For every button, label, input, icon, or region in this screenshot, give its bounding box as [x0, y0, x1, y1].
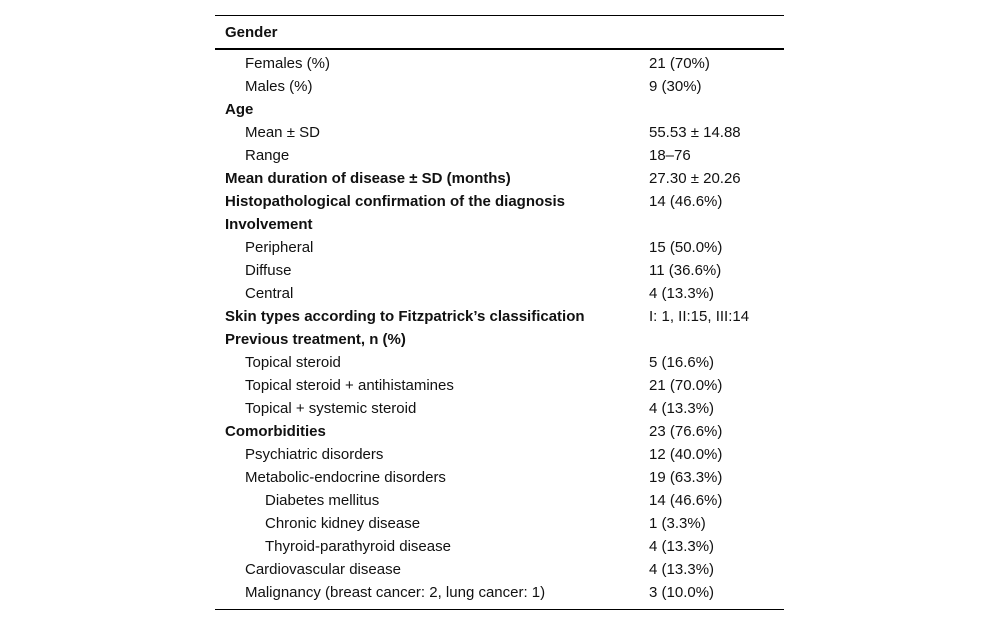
- row-label: Females (%): [245, 55, 331, 72]
- table-header-label: Gender: [225, 24, 278, 41]
- row-label: Cardiovascular disease: [245, 561, 401, 578]
- row-value: 21 (70.0%): [649, 377, 723, 394]
- row-label: Histopathological confirmation of the diagnosis: [225, 193, 566, 210]
- row-value: 4 (13.3%): [649, 538, 715, 555]
- row-label: Males (%): [245, 78, 313, 95]
- table-row: [215, 374, 784, 397]
- row-value: 55.53 ± 14.88: [649, 124, 741, 141]
- row-label: Range: [245, 147, 290, 164]
- row-label: Chronic kidney disease: [265, 515, 421, 532]
- table-row: [215, 305, 784, 328]
- patient-characteristics-table: [215, 15, 784, 610]
- row-label: Topical steroid: [245, 354, 341, 371]
- row-value: 14 (46.6%): [649, 193, 723, 210]
- table-row: [215, 52, 784, 75]
- row-value: 27.30 ± 20.26: [649, 170, 741, 187]
- row-label: Mean ± SD: [245, 124, 320, 141]
- table-row: [215, 213, 784, 236]
- row-label: Topical steroid + antihistamines: [245, 377, 454, 394]
- table-row: [215, 443, 784, 466]
- row-value: 5 (16.6%): [649, 354, 715, 371]
- row-value: 11 (36.6%): [649, 262, 722, 279]
- table-row: [215, 351, 784, 374]
- table-row: [215, 236, 784, 259]
- row-value: 23 (76.6%): [649, 423, 723, 440]
- row-label: Comorbidities: [225, 423, 326, 440]
- table-bottom-rule: [215, 609, 784, 610]
- table-row: [215, 512, 784, 535]
- table-row: [215, 466, 784, 489]
- table-row: [215, 259, 784, 282]
- row-value: 21 (70%): [649, 55, 710, 72]
- table-row: [215, 397, 784, 420]
- table-row: [215, 558, 784, 581]
- row-label: Metabolic-endocrine disorders: [245, 469, 446, 486]
- table-row: [215, 190, 784, 213]
- row-label: Skin types according to Fitzpatrick’s classification: [225, 308, 585, 325]
- row-label: Involvement: [225, 216, 313, 233]
- row-label: Psychiatric disorders: [245, 446, 384, 463]
- row-label: Diffuse: [245, 262, 292, 279]
- row-label: Age: [225, 101, 254, 118]
- row-value: 12 (40.0%): [649, 446, 723, 463]
- row-value: 4 (13.3%): [649, 561, 715, 578]
- row-value: 4 (13.3%): [649, 400, 715, 417]
- table-row: [215, 167, 784, 190]
- row-label: Malignancy (breast cancer: 2, lung cancer: 1): [245, 584, 546, 601]
- table-row: [215, 144, 784, 167]
- table-body: [215, 50, 784, 604]
- table-row: [215, 420, 784, 443]
- row-value: 15 (50.0%): [649, 239, 723, 256]
- row-value: 4 (13.3%): [649, 285, 715, 302]
- row-value: 3 (10.0%): [649, 584, 715, 601]
- table-row: [215, 282, 784, 305]
- row-label: Diabetes mellitus: [265, 492, 380, 509]
- row-value: 1 (3.3%): [649, 515, 706, 532]
- table-row: [215, 121, 784, 144]
- row-label: Thyroid-parathyroid disease: [265, 538, 451, 555]
- table-row: [215, 75, 784, 98]
- row-label: Central: [245, 285, 294, 302]
- row-value: 18–76: [649, 147, 691, 164]
- row-label: Mean duration of disease ± SD (months): [225, 170, 511, 187]
- table-row: [215, 98, 784, 121]
- table-row: [215, 328, 784, 351]
- row-value: 19 (63.3%): [649, 469, 723, 486]
- row-label: Previous treatment, n (%): [225, 331, 406, 348]
- row-value: 9 (30%): [649, 78, 702, 95]
- row-value: 14 (46.6%): [649, 492, 723, 509]
- table-row: [215, 489, 784, 512]
- table-row: [215, 535, 784, 558]
- table-row: [215, 581, 784, 604]
- table-header-row: [215, 16, 784, 50]
- row-value: I: 1, II:15, III:14: [649, 308, 750, 325]
- row-label: Topical + systemic steroid: [245, 400, 417, 417]
- row-label: Peripheral: [245, 239, 314, 256]
